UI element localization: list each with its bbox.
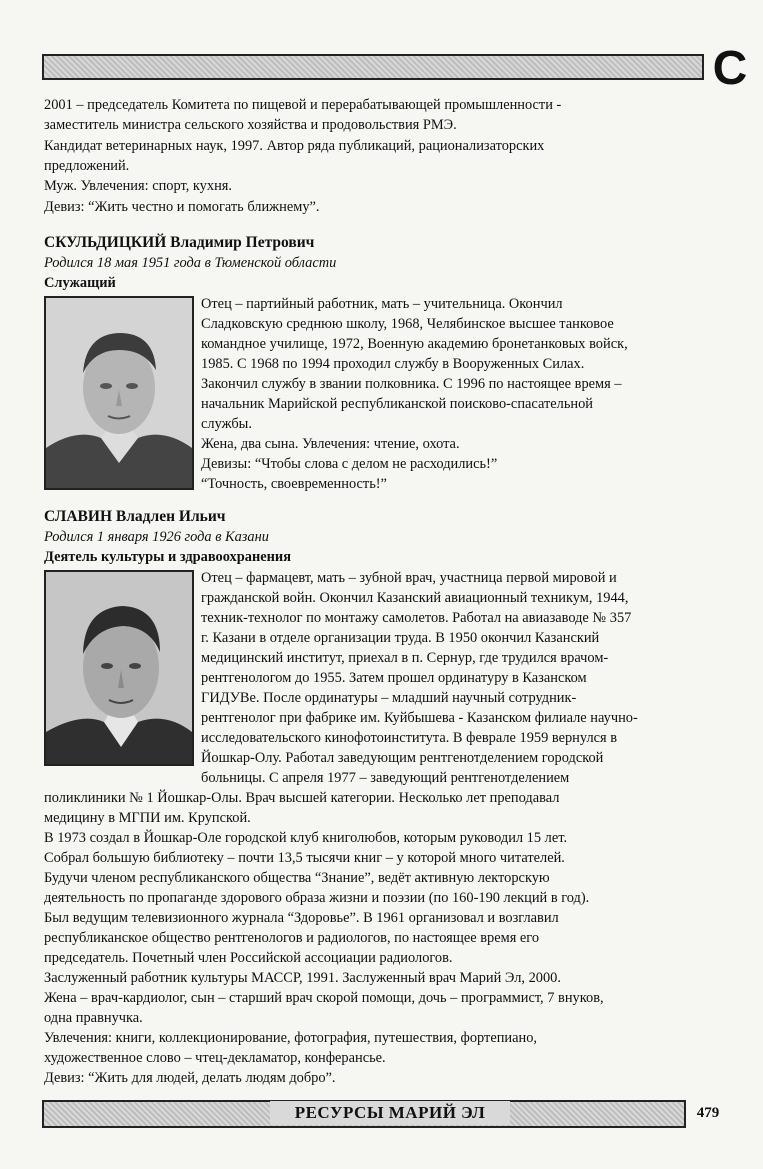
bio-line: В 1973 создал в Йошкар-Оле городской клуб книголюбов, которым руководил 15 лет. bbox=[44, 830, 568, 846]
bio-line: Отец – партийный работник, мать – учительница. Окончил bbox=[201, 296, 563, 312]
portrait-image bbox=[46, 298, 192, 488]
bio-line: рентгенолог при фабрике им. Куйбышева - Казанском филиале научно- bbox=[201, 710, 638, 726]
bio-line: поликлиники № 1 Йошкар-Олы. Врач высшей категории. Несколько лет преподавал bbox=[44, 790, 560, 806]
bio-line: Сладковскую среднюю школу, 1968, Челябинское высшее танковое bbox=[201, 316, 614, 332]
bio-line: деятельность по пропаганде здорового образа жизни и поэзии (по 160-190 лекций в год). bbox=[44, 890, 590, 906]
bio-line: Будучи членом республиканского общества “Знание”, ведёт активную лекторскую bbox=[44, 870, 550, 886]
portrait-image bbox=[46, 572, 192, 764]
intro-line: предложений. bbox=[44, 158, 130, 174]
bio-line: г. Казани в отделе организации труда. В 1950 окончил Казанский bbox=[201, 630, 600, 646]
bio-line: Йошкар-Олу. Работал заведующим рентгенотделением городской bbox=[201, 750, 604, 766]
bio-line: медицину в МГПИ им. Крупской. bbox=[44, 810, 251, 826]
intro-line: Кандидат ветеринарных наук, 1997. Автор ряда публикаций, рационализаторских bbox=[44, 138, 545, 154]
bio-line: начальник Марийской республиканской поисково-спасательной bbox=[201, 396, 594, 412]
intro-line: заместитель министра сельского хозяйства и продовольствия РМЭ. bbox=[44, 117, 457, 133]
entry-born: Родился 1 января 1926 года в Казани bbox=[44, 529, 269, 545]
entry-born: Родился 18 мая 1951 года в Тюменской области bbox=[44, 255, 337, 271]
bio-line: “Точность, своевременность!” bbox=[201, 476, 387, 492]
intro-line: Девиз: “Жить честно и помогать ближнему”. bbox=[44, 199, 320, 215]
bio-line: техник-технолог по монтажу самолетов. Работал на авиазаводе № 357 bbox=[201, 610, 632, 626]
bio-line: Увлечения: книги, коллекционирование, фотография, путешествия, фортепиано, bbox=[44, 1030, 538, 1046]
bio-line: Девиз: “Жить для людей, делать людям добро”. bbox=[44, 1070, 336, 1086]
bio-line: исследовательского кинофотоинститута. В феврале 1959 вернулся в bbox=[201, 730, 618, 746]
bio-line: рентгенологом до 1955. Затем прошел ординатуру в Казанском bbox=[201, 670, 587, 686]
bio-line: ГИДУВе. После ординатуры – младший научный сотрудник- bbox=[201, 690, 577, 706]
bio-line: Жена – врач-кардиолог, сын – старший врач скорой помощи, дочь – программист, 7 внуков, bbox=[44, 990, 604, 1006]
bio-line: больницы. С апреля 1977 – заведующий рентгенотделением bbox=[201, 770, 570, 786]
bio-line: медицинский институт, приехал в п. Сернур, где трудился врачом- bbox=[201, 650, 609, 666]
bio-line: одна правнучка. bbox=[44, 1010, 143, 1026]
header-bar bbox=[42, 54, 704, 80]
bio-line: председатель. Почетный член Российской ассоциации радиологов. bbox=[44, 950, 453, 966]
bio-line: 1985. С 1968 по 1994 проходил службу в Вооруженных Силах. bbox=[201, 356, 585, 372]
bio-line: гражданской войн. Окончил Казанский авиационный техникум, 1944, bbox=[201, 590, 629, 606]
bio-line: Девизы: “Чтобы слова с делом не расходились!” bbox=[201, 456, 498, 472]
bio-line: Закончил службу в звании полковника. С 1996 по настоящее время – bbox=[201, 376, 622, 392]
page-number: 479 bbox=[696, 1105, 720, 1121]
bio-line: службы. bbox=[201, 416, 252, 432]
intro-line: Муж. Увлечения: спорт, кухня. bbox=[44, 178, 232, 194]
entry-profession: Служащий bbox=[44, 275, 116, 291]
bio-line: Отец – фармацевт, мать – зубной врач, участница первой мировой и bbox=[201, 570, 617, 586]
intro-line: 2001 – председатель Комитета по пищевой и перерабатывающей промышленности - bbox=[44, 97, 562, 113]
entry-name: СКУЛЬДИЦКИЙ Владимир Петрович bbox=[44, 234, 315, 251]
bio-line: республиканское общество рентгенологов и радиологов, по настоящее время его bbox=[44, 930, 540, 946]
bio-line: командное училище, 1972, Военную академию бронетанковых войск, bbox=[201, 336, 628, 352]
bio-line: Собрал большую библиотеку – почти 13,5 тысячи книг – у которой много читателей. bbox=[44, 850, 565, 866]
bio-line: Заслуженный работник культуры МАССР, 1991. Заслуженный врач Марий Эл, 2000. bbox=[44, 970, 561, 986]
bio-line: художественное слово – чтец-декламатор, конферансье. bbox=[44, 1050, 386, 1066]
portrait-photo bbox=[44, 296, 194, 490]
bio-line: Жена, два сына. Увлечения: чтение, охота. bbox=[201, 436, 460, 452]
footer-title: РЕСУРСЫ МАРИЙ ЭЛ bbox=[270, 1101, 510, 1125]
portrait-photo bbox=[44, 570, 194, 766]
entry-name: СЛАВИН Владлен Ильич bbox=[44, 508, 226, 525]
bio-line: Был ведущим телевизионного журнала “Здоровье”. В 1961 организовал и возглавил bbox=[44, 910, 559, 926]
section-letter: С bbox=[712, 42, 748, 95]
entry-profession: Деятель культуры и здравоохранения bbox=[44, 549, 291, 565]
